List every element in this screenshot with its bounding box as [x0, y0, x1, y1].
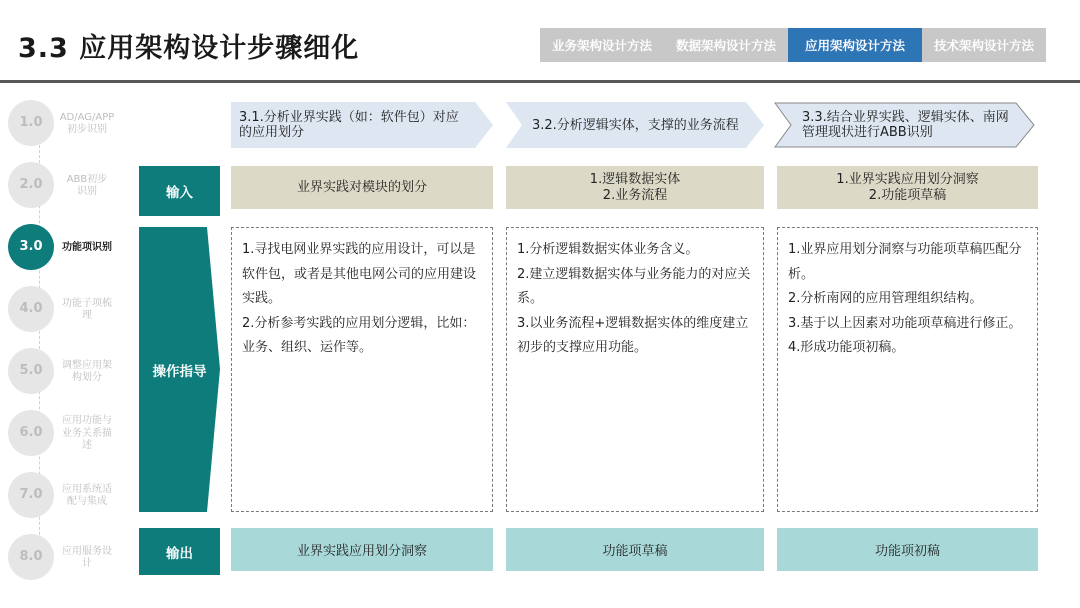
- operation-item: 2.建立逻辑数据实体与业务能力的对应关系。: [517, 266, 751, 306]
- step-number: 5.0: [8, 348, 54, 394]
- output-cell-1: 业界实践应用划分洞察: [231, 528, 493, 571]
- input-cell-2: [506, 166, 764, 209]
- column-header-text: 3.2.分析逻辑实体，支撑的业务流程: [532, 117, 739, 133]
- step-label: 应用服务设计: [62, 545, 112, 569]
- operation-cell-2: [506, 227, 764, 512]
- operation-item: 3.基于以上因素对功能项草稿进行修正。: [788, 315, 1022, 331]
- operation-cell-1: [231, 227, 493, 512]
- input-cell-3: [777, 166, 1038, 209]
- tab-application-architecture[interactable]: 应用架构设计方法: [788, 28, 922, 62]
- step-item-1: [8, 95, 118, 157]
- step-number: 1.0: [8, 100, 54, 146]
- step-item-7: [8, 467, 118, 529]
- step-label: 应用系统适配与集成: [62, 483, 112, 507]
- row-label-operation: [139, 227, 220, 512]
- operation-cell-3: [777, 227, 1038, 512]
- step-label: 调整应用架构划分: [62, 359, 112, 383]
- input-text: 业界实践对模块的划分: [296, 179, 427, 195]
- step-number: 3.0: [8, 224, 54, 270]
- step-label: 应用功能与业务关系描述: [62, 415, 112, 452]
- step-number: 7.0: [8, 472, 54, 518]
- method-tabs: [540, 28, 1046, 62]
- column-header-text: 3.3.结合业界实践、逻辑实体、南网管理现状进行ABB识别: [802, 110, 1009, 140]
- step-number: 8.0: [8, 534, 54, 580]
- page-title: 3.3 应用架构设计步骤细化: [18, 33, 360, 64]
- step-label: 功能子项梳理: [62, 297, 112, 321]
- column-header-text: 3.1.分析业界实践（如：软件包）对应的应用划分: [239, 110, 459, 140]
- column-header-1: [231, 102, 493, 148]
- output-cell-2: 功能项草稿: [506, 528, 764, 571]
- operation-item: 1.分析逻辑数据实体业务含义。: [517, 242, 699, 257]
- operation-item: 3.以业务流程+逻辑数据实体的维度建立初步的支撑应用功能。: [517, 315, 749, 355]
- step-number: 2.0: [8, 162, 54, 208]
- step-item-5: [8, 343, 118, 405]
- operation-item: 1.业界应用划分洞察与功能项草稿匹配分析。: [788, 242, 1022, 282]
- column-header-2: [506, 102, 764, 148]
- tab-business-architecture[interactable]: 业务架构设计方法: [540, 28, 664, 62]
- operation-item: 2.分析参考实践的应用划分逻辑，比如：业务、组织、运作等。: [242, 315, 476, 355]
- step-item-6: [8, 405, 118, 467]
- input-cell-1: [231, 166, 493, 209]
- header-divider: [0, 80, 1080, 83]
- row-label-text: 操作指导: [152, 363, 207, 380]
- row-label-input: 输入: [139, 166, 220, 216]
- row-label-output: 输出: [139, 528, 220, 575]
- step-label: 功能项识别: [62, 241, 112, 253]
- step-item-8: [8, 529, 118, 591]
- tab-data-architecture[interactable]: 数据架构设计方法: [664, 28, 788, 62]
- input-text: 2.功能项草稿: [868, 187, 947, 203]
- operation-item: 2.分析南网的应用管理组织结构。: [788, 291, 983, 306]
- step-item-4: [8, 281, 118, 343]
- step-label: AD/AG/APP初步识别: [59, 111, 115, 135]
- output-cell-3: 功能项初稿: [777, 528, 1038, 571]
- operation-item: 4.形成功能项初稿。: [788, 340, 905, 355]
- step-item-2: [8, 157, 118, 219]
- input-text: 1.业界实践应用划分洞察: [836, 171, 979, 187]
- operation-item: 1.寻找电网业界实践的应用设计，可以是软件包，或者是其他电网公司的应用建设实践。: [242, 242, 477, 306]
- step-number: 6.0: [8, 410, 54, 456]
- step-label: ABB初步识别: [66, 173, 108, 197]
- input-text: 2.业务流程: [602, 187, 668, 203]
- step-number: 4.0: [8, 286, 54, 332]
- tab-technology-architecture[interactable]: 技术架构设计方法: [922, 28, 1046, 62]
- column-header-3: [774, 102, 1036, 148]
- step-item-3: [8, 219, 118, 281]
- input-text: 1.逻辑数据实体: [589, 171, 681, 187]
